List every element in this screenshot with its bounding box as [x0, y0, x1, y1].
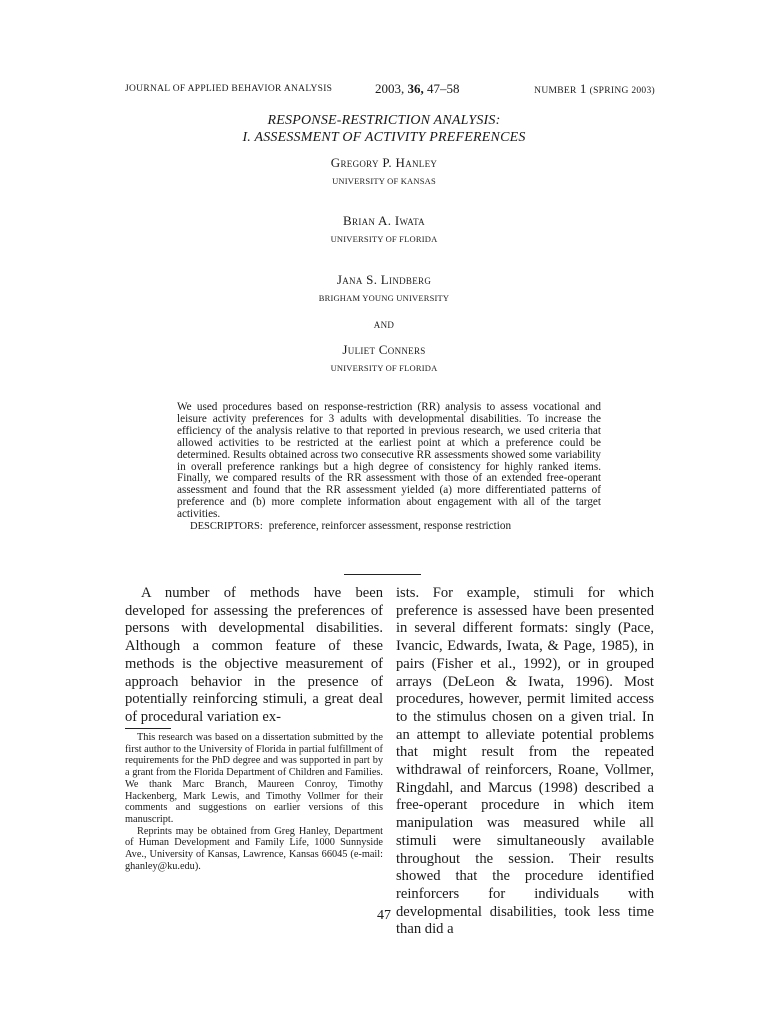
author-affiliation: UNIVERSITY OF FLORIDA [330, 363, 438, 373]
citation [375, 81, 460, 97]
section-divider [344, 574, 421, 575]
body-column-left [125, 585, 383, 727]
citation-volume: 36, [407, 81, 424, 96]
abstract [177, 402, 601, 533]
abstract-text: We used procedures based on response-restriction (RR) analysis to assess vocational and leisure activity preferences for 3 adults with developmental disabilities. To increase the efficiency of the analysis relative to that reported in previous research, we used criteria that allowed activities to be restricted at the earliest point at which a preference could be determined. Results obtained across two consecutive RR assessments showed some variability in overall preference rankings but a high degree of consistency for highly ranked items. Finally, we compared results of the RR assessment with those of an extended free-operant assessment and found that the RR assessment yielded (a) more differentiated patterns of preference and (b) more complete information about engagement with all of the target activities. [177, 401, 601, 521]
title-line-2: I. ASSESSMENT OF ACTIVITY PREFERENCES [242, 130, 526, 145]
citation-year: 2003, [375, 81, 405, 96]
footnote-reprints: Reprints may be obtained from Greg Hanley, Department of Human Development and Family Life, 1000 Sunnyside Ave., University of Kansas, Lawrence, Kansas 66045 (e-mail: ghanley@ku.edu). [125, 825, 383, 872]
footnote-divider [125, 728, 171, 729]
author-affiliation: UNIVERSITY OF FLORIDA [330, 234, 438, 244]
descriptors-label: DESCRIPTORS: [190, 521, 263, 533]
running-head [125, 81, 655, 99]
author-affiliation: BRIGHAM YOUNG UNIVERSITY [318, 293, 450, 303]
author-name: Juliet Conners [342, 342, 426, 357]
article-title [0, 112, 768, 146]
descriptors-list: preference, reinforcer assessment, response restriction [268, 520, 512, 533]
author-affiliation: UNIVERSITY OF KANSAS [332, 176, 436, 186]
footnote-acknowledgment: This research was based on a dissertation submitted by the first author to the University of Florida in partial fulfillment of requirements for the PhD degree and was supported in part by a grant from the Florida Department of Children and Families. We thank Marc Branch, Maureen Conroy, Timothy Hackenberg, Mark Lewis, and Timothy Vollmer for their comments and suggestions on earlier versions of this manuscript. [125, 732, 383, 825]
body-column-right [396, 585, 654, 939]
citation-pages: 47–58 [427, 81, 460, 96]
page-number: 47 [377, 908, 391, 923]
and-separator: AND [373, 320, 395, 330]
issue-label: NUMBER [534, 86, 577, 96]
title-line-1: RESPONSE-RESTRICTION ANALYSIS: [267, 113, 501, 128]
issue-number: 1 [579, 81, 587, 96]
author-name: Brian A. Iwata [343, 213, 425, 228]
author-1 [0, 155, 768, 186]
author-3 [0, 272, 768, 303]
author-name: Gregory P. Hanley [330, 155, 438, 170]
body-paragraph: ists. For example, stimuli for which preference is assessed have been presented in several different formats: singly (Pace, Ivancic, Edwards, Iwata, & Page, 1985), in pairs (Fisher et al., 1992), or in grouped arrays (DeLeon & Iwata, 1996). Most procedures, however, permit limited access to the stimulus chosen on a given trial. In an attempt to alleviate potential problems that might result from the repeated withdrawal of reinforcers, Roane, Vollmer, Ringdahl, and Marcus (1998) described a free-operant procedure in which item manipulation was measured while all stimuli were simultaneously available throughout the session. Their results showed that the procedure identified reinforcers for individuals with developmental disabilities, took less time than did a [396, 585, 654, 938]
issue-info [534, 81, 655, 97]
author-4 [0, 342, 768, 373]
body-paragraph: A number of methods have been developed for assessing the preferences of persons with developmental disabilities. Although a common feature of these methods is the objective measurement of approach behavior in the presence of potentially reinforcing stimuli, a great deal of procedural variation ex- [125, 585, 383, 725]
author-2 [0, 213, 768, 244]
issue-season: (SPRING 2003) [589, 86, 655, 96]
descriptors [177, 521, 601, 533]
author-name: Jana S. Lindberg [336, 272, 432, 287]
journal-name: JOURNAL OF APPLIED BEHAVIOR ANALYSIS [125, 84, 333, 94]
footnotes [125, 732, 383, 872]
